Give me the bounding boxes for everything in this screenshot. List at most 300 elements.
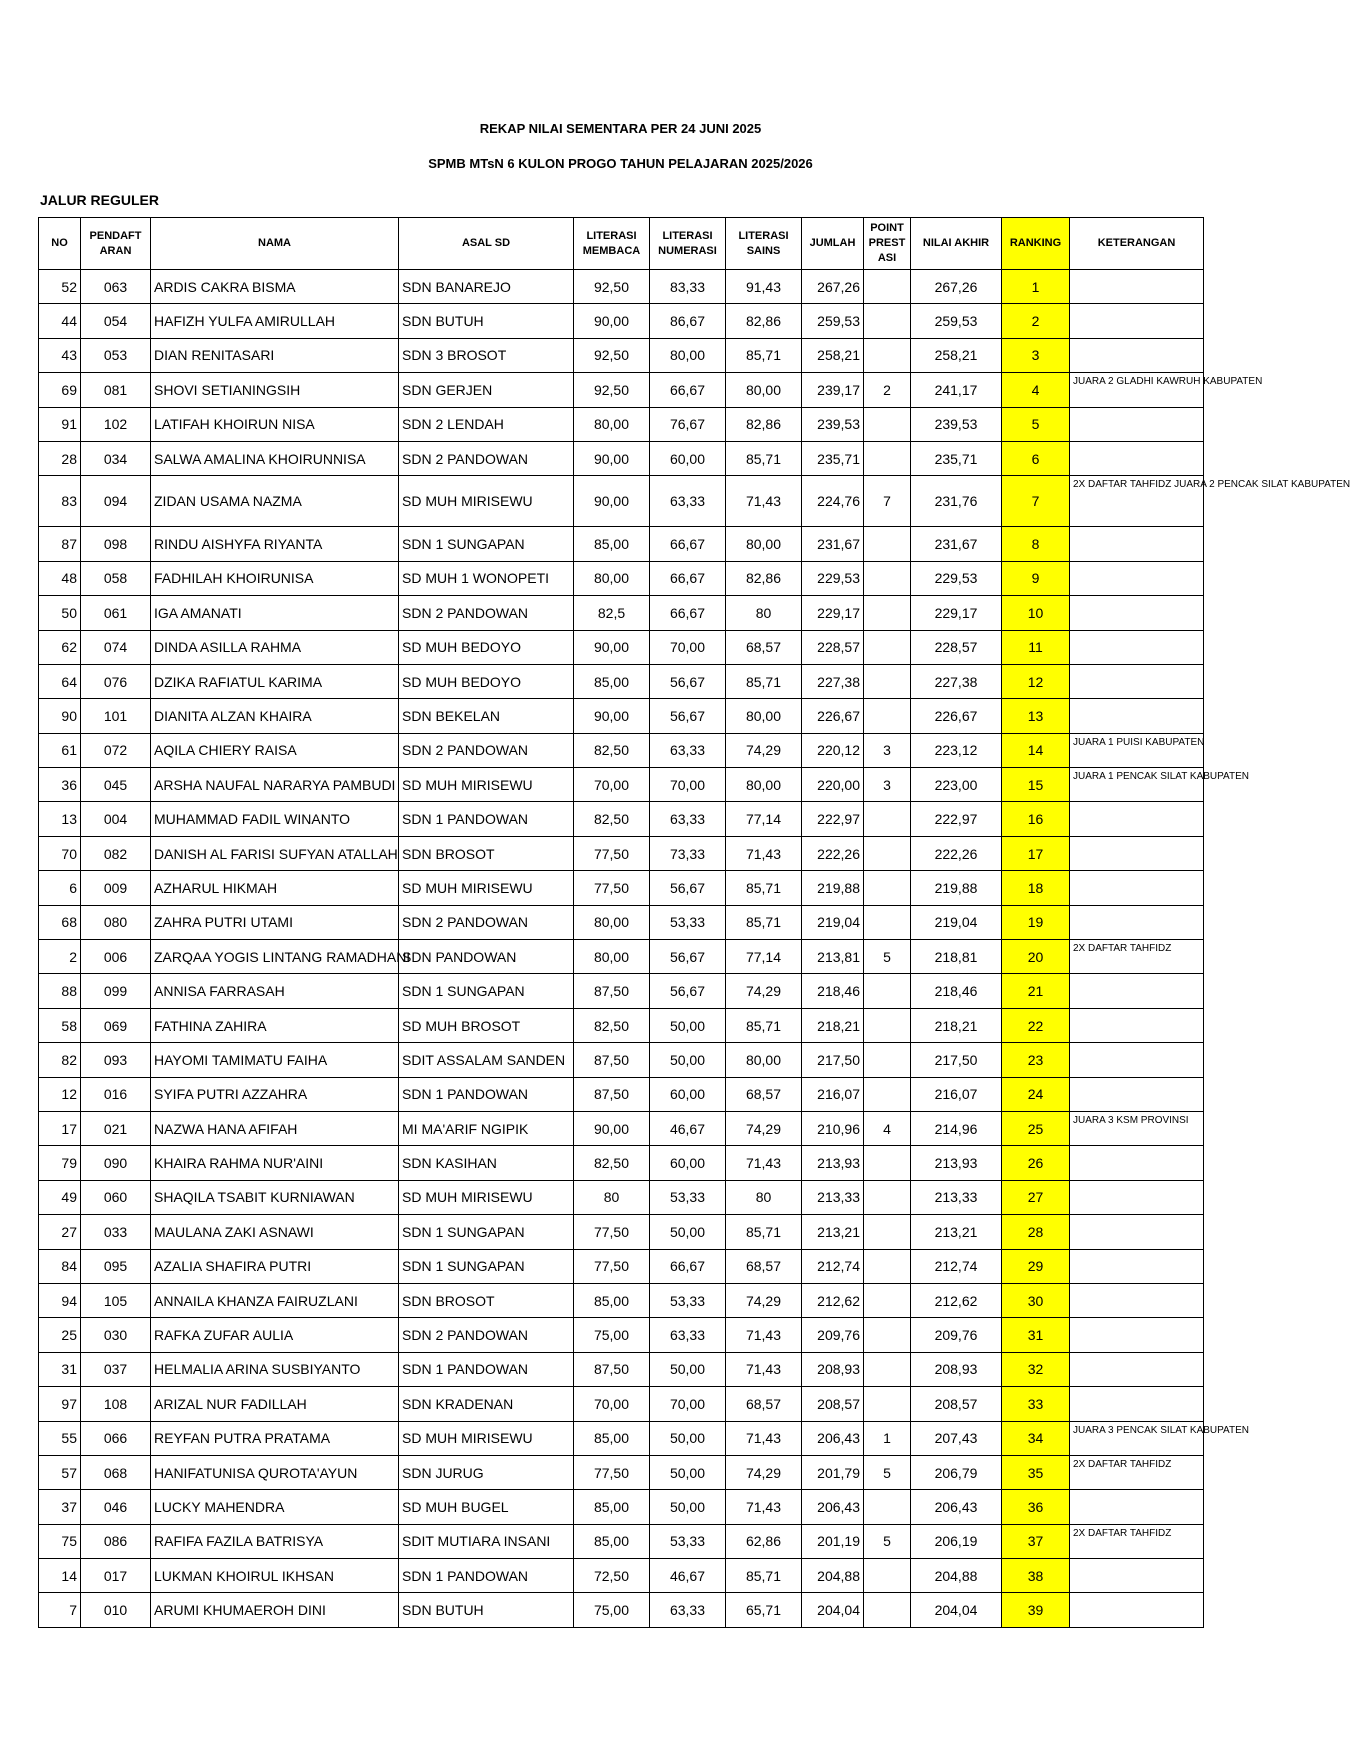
row-nama: ARIZAL NUR FADILLAH	[151, 1387, 399, 1421]
row-literasi-sains: 85,71	[726, 1215, 802, 1249]
row-literasi-numerasi: 56,67	[650, 940, 726, 974]
row-jumlah: 218,46	[802, 974, 864, 1008]
row-pendaftaran: 081	[81, 373, 151, 407]
row-ranking: 32	[1002, 1352, 1070, 1386]
row-keterangan: 2X DAFTAR TAHFIDZ	[1070, 940, 1204, 974]
row-jumlah: 208,93	[802, 1352, 864, 1386]
row-nama: HAYOMI TAMIMATU FAIHA	[151, 1043, 399, 1077]
row-no: 97	[39, 1387, 81, 1421]
row-keterangan	[1070, 270, 1204, 304]
row-literasi-membaca: 85,00	[574, 1283, 650, 1317]
row-keterangan	[1070, 561, 1204, 595]
row-ranking: 18	[1002, 871, 1070, 905]
row-pendaftaran: 108	[81, 1387, 151, 1421]
row-literasi-membaca: 70,00	[574, 1387, 650, 1421]
row-point-prestasi	[864, 1283, 911, 1317]
table-row	[39, 1559, 1204, 1593]
row-no: 27	[39, 1215, 81, 1249]
row-asal-sd: SDN BROSOT	[399, 836, 574, 870]
row-nama: DINDA ASILLA RAHMA	[151, 630, 399, 664]
row-literasi-sains: 74,29	[726, 1455, 802, 1489]
table-row	[39, 1352, 1204, 1386]
row-ranking: 22	[1002, 1008, 1070, 1042]
row-literasi-sains: 80	[726, 1180, 802, 1214]
row-jumlah: 258,21	[802, 338, 864, 372]
row-literasi-sains: 74,29	[726, 974, 802, 1008]
row-pendaftaran: 066	[81, 1421, 151, 1455]
row-no: 49	[39, 1180, 81, 1214]
row-jumlah: 204,88	[802, 1559, 864, 1593]
row-jumlah: 220,12	[802, 733, 864, 767]
row-point-prestasi: 5	[864, 940, 911, 974]
row-asal-sd: SD MUH MIRISEWU	[399, 1180, 574, 1214]
row-jumlah: 209,76	[802, 1318, 864, 1352]
row-jumlah: 213,93	[802, 1146, 864, 1180]
row-ranking: 34	[1002, 1421, 1070, 1455]
row-point-prestasi	[864, 1146, 911, 1180]
row-nama: RAFIFA FAZILA BATRISYA	[151, 1524, 399, 1558]
row-pendaftaran: 102	[81, 407, 151, 441]
row-keterangan	[1070, 1180, 1204, 1214]
row-jumlah: 222,26	[802, 836, 864, 870]
row-asal-sd: SDN 1 SUNGAPAN	[399, 1249, 574, 1283]
row-literasi-membaca: 92,50	[574, 270, 650, 304]
row-literasi-membaca: 72,50	[574, 1559, 650, 1593]
row-nilai-akhir: 204,04	[911, 1593, 1002, 1627]
row-keterangan	[1070, 338, 1204, 372]
row-literasi-membaca: 80,00	[574, 940, 650, 974]
row-literasi-membaca: 80,00	[574, 905, 650, 939]
row-nama: KHAIRA RAHMA NUR'AINI	[151, 1146, 399, 1180]
table-row	[39, 1318, 1204, 1352]
row-pendaftaran: 053	[81, 338, 151, 372]
table-row	[39, 373, 1204, 407]
row-literasi-numerasi: 53,33	[650, 1524, 726, 1558]
row-literasi-numerasi: 73,33	[650, 836, 726, 870]
row-ranking: 20	[1002, 940, 1070, 974]
row-point-prestasi	[864, 974, 911, 1008]
row-literasi-membaca: 80,00	[574, 561, 650, 595]
row-asal-sd: SDN 1 PANDOWAN	[399, 802, 574, 836]
row-literasi-membaca: 82,50	[574, 802, 650, 836]
row-nilai-akhir: 208,93	[911, 1352, 1002, 1386]
row-keterangan	[1070, 1146, 1204, 1180]
row-literasi-membaca: 80,00	[574, 407, 650, 441]
row-point-prestasi	[864, 270, 911, 304]
row-jumlah: 239,17	[802, 373, 864, 407]
row-ranking: 28	[1002, 1215, 1070, 1249]
table-row	[39, 664, 1204, 698]
table-row	[39, 596, 1204, 630]
row-pendaftaran: 074	[81, 630, 151, 664]
col-header-nama: NAMA	[151, 218, 399, 270]
row-literasi-sains: 77,14	[726, 940, 802, 974]
row-nilai-akhir: 214,96	[911, 1111, 1002, 1145]
row-jumlah: 235,71	[802, 441, 864, 475]
row-keterangan	[1070, 802, 1204, 836]
row-ranking: 35	[1002, 1455, 1070, 1489]
row-pendaftaran: 105	[81, 1283, 151, 1317]
row-literasi-membaca: 77,50	[574, 1215, 650, 1249]
row-jumlah: 229,53	[802, 561, 864, 595]
row-jumlah: 231,67	[802, 527, 864, 561]
row-literasi-membaca: 90,00	[574, 1111, 650, 1145]
row-literasi-numerasi: 83,33	[650, 270, 726, 304]
row-nilai-akhir: 217,50	[911, 1043, 1002, 1077]
row-literasi-numerasi: 70,00	[650, 1387, 726, 1421]
col-header-literasi-membaca: LITERASI MEMBACA	[574, 218, 650, 270]
row-ranking: 31	[1002, 1318, 1070, 1352]
row-point-prestasi	[864, 1352, 911, 1386]
row-pendaftaran: 034	[81, 441, 151, 475]
row-jumlah: 220,00	[802, 768, 864, 802]
row-nilai-akhir: 206,43	[911, 1490, 1002, 1524]
row-keterangan	[1070, 1490, 1204, 1524]
row-nama: SHOVI SETIANINGSIH	[151, 373, 399, 407]
row-literasi-sains: 62,86	[726, 1524, 802, 1558]
row-no: 57	[39, 1455, 81, 1489]
row-no: 64	[39, 664, 81, 698]
row-asal-sd: SDN 2 PANDOWAN	[399, 733, 574, 767]
row-pendaftaran: 098	[81, 527, 151, 561]
col-header-ranking: RANKING	[1002, 218, 1070, 270]
table-body	[39, 270, 1350, 1628]
table-row	[39, 1249, 1204, 1283]
document-title: REKAP NILAI SEMENTARA PER 24 JUNI 2025	[479, 121, 762, 136]
row-nilai-akhir: 213,93	[911, 1146, 1002, 1180]
row-literasi-membaca: 85,00	[574, 527, 650, 561]
row-nilai-akhir: 204,88	[911, 1559, 1002, 1593]
row-keterangan	[1070, 527, 1204, 561]
row-asal-sd: SDN BANAREJO	[399, 270, 574, 304]
row-literasi-sains: 85,71	[726, 338, 802, 372]
row-point-prestasi	[864, 1387, 911, 1421]
row-nama: DANISH AL FARISI SUFYAN ATALLAH	[151, 836, 399, 870]
row-no: 50	[39, 596, 81, 630]
row-ranking: 17	[1002, 836, 1070, 870]
table-row	[39, 871, 1204, 905]
score-table	[38, 217, 1350, 1628]
row-literasi-numerasi: 46,67	[650, 1111, 726, 1145]
row-nilai-akhir: 209,76	[911, 1318, 1002, 1352]
row-ranking: 36	[1002, 1490, 1070, 1524]
row-literasi-sains: 68,57	[726, 1249, 802, 1283]
row-asal-sd: SDN 2 PANDOWAN	[399, 1318, 574, 1352]
row-keterangan	[1070, 1559, 1204, 1593]
row-literasi-numerasi: 63,33	[650, 1593, 726, 1627]
row-asal-sd: SD MUH 1 WONOPETI	[399, 561, 574, 595]
row-nilai-akhir: 231,76	[911, 476, 1002, 527]
row-literasi-membaca: 90,00	[574, 699, 650, 733]
row-nama: SYIFA PUTRI AZZAHRA	[151, 1077, 399, 1111]
row-no: 48	[39, 561, 81, 595]
row-nilai-akhir: 207,43	[911, 1421, 1002, 1455]
row-jumlah: 226,67	[802, 699, 864, 733]
table-row	[39, 1490, 1204, 1524]
row-nama: ANNAILA KHANZA FAIRUZLANI	[151, 1283, 399, 1317]
table-row	[39, 476, 1204, 527]
row-asal-sd: SD MUH MIRISEWU	[399, 871, 574, 905]
row-ranking: 8	[1002, 527, 1070, 561]
row-literasi-numerasi: 50,00	[650, 1490, 726, 1524]
row-pendaftaran: 006	[81, 940, 151, 974]
row-jumlah: 218,21	[802, 1008, 864, 1042]
row-literasi-sains: 85,71	[726, 905, 802, 939]
row-point-prestasi	[864, 699, 911, 733]
row-nilai-akhir: 239,53	[911, 407, 1002, 441]
row-asal-sd: SD MUH MIRISEWU	[399, 1421, 574, 1455]
row-pendaftaran: 101	[81, 699, 151, 733]
row-pendaftaran: 017	[81, 1559, 151, 1593]
row-ranking: 2	[1002, 304, 1070, 338]
row-pendaftaran: 004	[81, 802, 151, 836]
row-ranking: 29	[1002, 1249, 1070, 1283]
row-literasi-membaca: 85,00	[574, 1490, 650, 1524]
row-jumlah: 217,50	[802, 1043, 864, 1077]
row-jumlah: 213,21	[802, 1215, 864, 1249]
row-nama: AQILA CHIERY RAISA	[151, 733, 399, 767]
row-asal-sd: SD MUH BROSOT	[399, 1008, 574, 1042]
table-row	[39, 1421, 1204, 1455]
row-point-prestasi	[864, 905, 911, 939]
row-keterangan	[1070, 1352, 1204, 1386]
row-jumlah: 201,19	[802, 1524, 864, 1558]
row-nama: NAZWA HANA AFIFAH	[151, 1111, 399, 1145]
row-nilai-akhir: 228,57	[911, 630, 1002, 664]
row-literasi-membaca: 85,00	[574, 1524, 650, 1558]
row-no: 91	[39, 407, 81, 441]
row-nama: ARDIS CAKRA BISMA	[151, 270, 399, 304]
row-jumlah: 204,04	[802, 1593, 864, 1627]
row-nilai-akhir: 206,79	[911, 1455, 1002, 1489]
row-asal-sd: SDN 2 LENDAH	[399, 407, 574, 441]
row-ranking: 6	[1002, 441, 1070, 475]
row-no: 90	[39, 699, 81, 733]
row-literasi-numerasi: 56,67	[650, 699, 726, 733]
row-literasi-membaca: 82,50	[574, 1146, 650, 1180]
table-row	[39, 940, 1204, 974]
row-pendaftaran: 099	[81, 974, 151, 1008]
row-nilai-akhir: 219,88	[911, 871, 1002, 905]
row-nilai-akhir: 229,53	[911, 561, 1002, 595]
row-literasi-sains: 91,43	[726, 270, 802, 304]
row-literasi-sains: 65,71	[726, 1593, 802, 1627]
row-literasi-numerasi: 66,67	[650, 527, 726, 561]
row-keterangan: 2X DAFTAR TAHFIDZ JUARA 2 PENCAK SILAT KABUPATEN	[1070, 476, 1204, 527]
row-nama: DIAN RENITASARI	[151, 338, 399, 372]
row-asal-sd: SDN 1 PANDOWAN	[399, 1352, 574, 1386]
row-no: 7	[39, 1593, 81, 1627]
row-pendaftaran: 060	[81, 1180, 151, 1214]
row-asal-sd: SD MUH MIRISEWU	[399, 768, 574, 802]
row-point-prestasi	[864, 1215, 911, 1249]
row-nama: ARSHA NAUFAL NARARYA PAMBUDI	[151, 768, 399, 802]
row-pendaftaran: 037	[81, 1352, 151, 1386]
row-nilai-akhir: 218,21	[911, 1008, 1002, 1042]
row-pendaftaran: 086	[81, 1524, 151, 1558]
row-pendaftaran: 068	[81, 1455, 151, 1489]
row-no: 52	[39, 270, 81, 304]
row-literasi-sains: 71,43	[726, 1318, 802, 1352]
row-literasi-numerasi: 63,33	[650, 1318, 726, 1352]
row-literasi-sains: 71,43	[726, 476, 802, 527]
table-row	[39, 561, 1204, 595]
row-literasi-sains: 71,43	[726, 1146, 802, 1180]
row-pendaftaran: 021	[81, 1111, 151, 1145]
row-point-prestasi	[864, 441, 911, 475]
row-point-prestasi	[864, 664, 911, 698]
row-nilai-akhir: 267,26	[911, 270, 1002, 304]
row-nama: IGA AMANATI	[151, 596, 399, 630]
row-nama: LUCKY MAHENDRA	[151, 1490, 399, 1524]
row-nama: DIANITA ALZAN KHAIRA	[151, 699, 399, 733]
row-literasi-sains: 80	[726, 596, 802, 630]
row-nama: HELMALIA ARINA SUSBIYANTO	[151, 1352, 399, 1386]
row-point-prestasi	[864, 1249, 911, 1283]
row-point-prestasi	[864, 1490, 911, 1524]
row-keterangan	[1070, 1593, 1204, 1627]
row-literasi-membaca: 82,50	[574, 1008, 650, 1042]
row-nama: HAFIZH YULFA AMIRULLAH	[151, 304, 399, 338]
row-literasi-sains: 82,86	[726, 407, 802, 441]
row-keterangan	[1070, 441, 1204, 475]
row-literasi-membaca: 77,50	[574, 1455, 650, 1489]
row-jumlah: 212,74	[802, 1249, 864, 1283]
col-header-jumlah: JUMLAH	[802, 218, 864, 270]
row-keterangan	[1070, 1215, 1204, 1249]
row-ranking: 16	[1002, 802, 1070, 836]
row-no: 58	[39, 1008, 81, 1042]
row-pendaftaran: 072	[81, 733, 151, 767]
table-header-row	[39, 218, 1204, 270]
row-no: 17	[39, 1111, 81, 1145]
row-no: 88	[39, 974, 81, 1008]
row-pendaftaran: 082	[81, 836, 151, 870]
row-keterangan: JUARA 3 PENCAK SILAT KABUPATEN	[1070, 1421, 1204, 1455]
row-literasi-sains: 80,00	[726, 373, 802, 407]
row-literasi-sains: 82,86	[726, 561, 802, 595]
row-ranking: 23	[1002, 1043, 1070, 1077]
row-literasi-membaca: 82,50	[574, 733, 650, 767]
row-keterangan	[1070, 1077, 1204, 1111]
row-pendaftaran: 069	[81, 1008, 151, 1042]
row-literasi-numerasi: 66,67	[650, 561, 726, 595]
row-nama: AZHARUL HIKMAH	[151, 871, 399, 905]
row-point-prestasi	[864, 1593, 911, 1627]
row-literasi-sains: 85,71	[726, 1559, 802, 1593]
row-asal-sd: SDN BUTUH	[399, 1593, 574, 1627]
row-point-prestasi	[864, 527, 911, 561]
row-jumlah: 219,04	[802, 905, 864, 939]
row-pendaftaran: 033	[81, 1215, 151, 1249]
row-ranking: 19	[1002, 905, 1070, 939]
row-literasi-numerasi: 50,00	[650, 1008, 726, 1042]
row-literasi-sains: 68,57	[726, 630, 802, 664]
row-point-prestasi	[864, 1077, 911, 1111]
row-nama: SALWA AMALINA KHOIRUNNISA	[151, 441, 399, 475]
row-no: 43	[39, 338, 81, 372]
row-pendaftaran: 009	[81, 871, 151, 905]
row-nilai-akhir: 206,19	[911, 1524, 1002, 1558]
row-no: 70	[39, 836, 81, 870]
row-literasi-sains: 80,00	[726, 768, 802, 802]
row-jumlah: 206,43	[802, 1421, 864, 1455]
row-keterangan	[1070, 1283, 1204, 1317]
row-asal-sd: SDN JURUG	[399, 1455, 574, 1489]
row-no: 83	[39, 476, 81, 527]
row-point-prestasi: 3	[864, 768, 911, 802]
row-literasi-numerasi: 66,67	[650, 596, 726, 630]
row-literasi-sains: 77,14	[726, 802, 802, 836]
row-point-prestasi	[864, 630, 911, 664]
table-row	[39, 527, 1204, 561]
row-jumlah: 259,53	[802, 304, 864, 338]
row-nama: RAFKA ZUFAR AULIA	[151, 1318, 399, 1352]
row-literasi-membaca: 82,5	[574, 596, 650, 630]
row-literasi-numerasi: 50,00	[650, 1421, 726, 1455]
row-keterangan	[1070, 1249, 1204, 1283]
row-point-prestasi	[864, 1180, 911, 1214]
table-row	[39, 1146, 1204, 1180]
row-literasi-membaca: 92,50	[574, 373, 650, 407]
row-literasi-sains: 74,29	[726, 1283, 802, 1317]
row-literasi-membaca: 90,00	[574, 630, 650, 664]
row-literasi-numerasi: 56,67	[650, 871, 726, 905]
row-literasi-sains: 80,00	[726, 699, 802, 733]
row-literasi-sains: 74,29	[726, 733, 802, 767]
row-nilai-akhir: 241,17	[911, 373, 1002, 407]
table-row	[39, 1008, 1204, 1042]
row-nama: RINDU AISHYFA RIYANTA	[151, 527, 399, 561]
row-no: 12	[39, 1077, 81, 1111]
row-pendaftaran: 030	[81, 1318, 151, 1352]
row-ranking: 30	[1002, 1283, 1070, 1317]
table-row	[39, 1283, 1204, 1317]
row-asal-sd: SDN 2 PANDOWAN	[399, 905, 574, 939]
row-literasi-numerasi: 53,33	[650, 905, 726, 939]
row-no: 44	[39, 304, 81, 338]
row-point-prestasi: 5	[864, 1455, 911, 1489]
row-asal-sd: SDN 1 SUNGAPAN	[399, 1215, 574, 1249]
row-ranking: 1	[1002, 270, 1070, 304]
row-no: 55	[39, 1421, 81, 1455]
row-ranking: 3	[1002, 338, 1070, 372]
row-literasi-membaca: 70,00	[574, 768, 650, 802]
row-literasi-numerasi: 80,00	[650, 338, 726, 372]
row-pendaftaran: 080	[81, 905, 151, 939]
row-point-prestasi: 1	[864, 1421, 911, 1455]
row-literasi-sains: 85,71	[726, 1008, 802, 1042]
document-subtitle: SPMB MTsN 6 KULON PROGO TAHUN PELAJARAN 2025/2026	[428, 156, 813, 171]
row-point-prestasi: 3	[864, 733, 911, 767]
row-no: 62	[39, 630, 81, 664]
row-ranking: 26	[1002, 1146, 1070, 1180]
row-ranking: 13	[1002, 699, 1070, 733]
row-pendaftaran: 054	[81, 304, 151, 338]
jalur-label: JALUR REGULER	[40, 192, 160, 208]
table-row	[39, 1593, 1204, 1627]
row-no: 94	[39, 1283, 81, 1317]
row-ranking: 25	[1002, 1111, 1070, 1145]
col-header-literasi-sains: LITERASI SAINS	[726, 218, 802, 270]
row-nama: ARUMI KHUMAEROH DINI	[151, 1593, 399, 1627]
row-ranking: 33	[1002, 1387, 1070, 1421]
row-nilai-akhir: 227,38	[911, 664, 1002, 698]
row-ranking: 21	[1002, 974, 1070, 1008]
row-literasi-membaca: 90,00	[574, 304, 650, 338]
table-row	[39, 630, 1204, 664]
row-point-prestasi	[864, 836, 911, 870]
